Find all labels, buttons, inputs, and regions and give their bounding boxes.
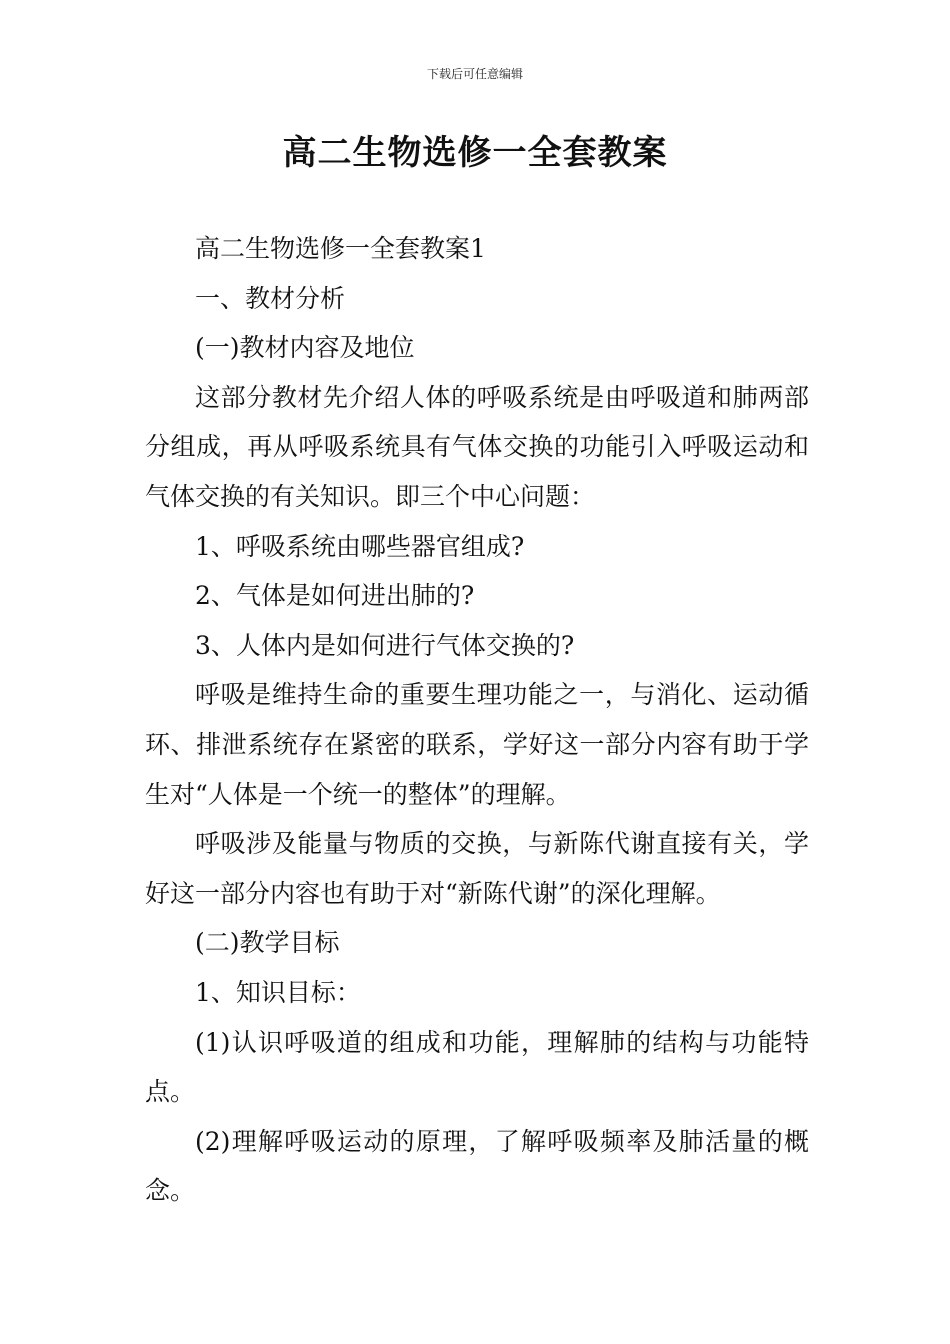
list-item: 2、气体是如何进出肺的? [195,581,475,611]
list-item: (2)理解呼吸运动的原理，了解呼吸频率及肺活量的概念。 [145,1126,809,1206]
chapter-heading: 一、教材分析 [195,283,346,313]
subsection-heading: (一)教材内容及地位 [195,333,415,363]
section-heading: 高二生物选修一全套教案1 [195,234,486,263]
list-item: 1、知识目标： [195,977,361,1007]
list-item: 3、人体内是如何进行气体交换的? [195,630,575,660]
document-title: 高二生物选修一全套教案 [282,133,668,173]
header-note: 下载后可任意编辑 [426,67,523,81]
list-item: (1)认识呼吸道的组成和功能，理解肺的结构与功能特点。 [145,1027,809,1107]
body-paragraph: 呼吸是维持生命的重要生理功能之一，与消化、运动循环、排泄系统存在紧密的联系，学好这一部分内容有助于学生对“人体是一个统一的整体”的理解。 [145,680,809,809]
body-paragraph: 呼吸涉及能量与物质的交换，与新陈代谢直接有关，学好这一部分内容也有助于对“新陈代谢”的深化理解。 [145,829,809,908]
document-body [145,224,809,1216]
subsection-heading: (二)教学目标 [195,928,340,958]
body-paragraph: 这部分教材先介绍人体的呼吸系统是由呼吸道和肺两部分组成，再从呼吸系统具有气体交换的功能引入呼吸运动和气体交换的有关知识。即三个中心问题： [145,382,809,511]
list-item: 1、呼吸系统由哪些器官组成? [195,531,525,561]
